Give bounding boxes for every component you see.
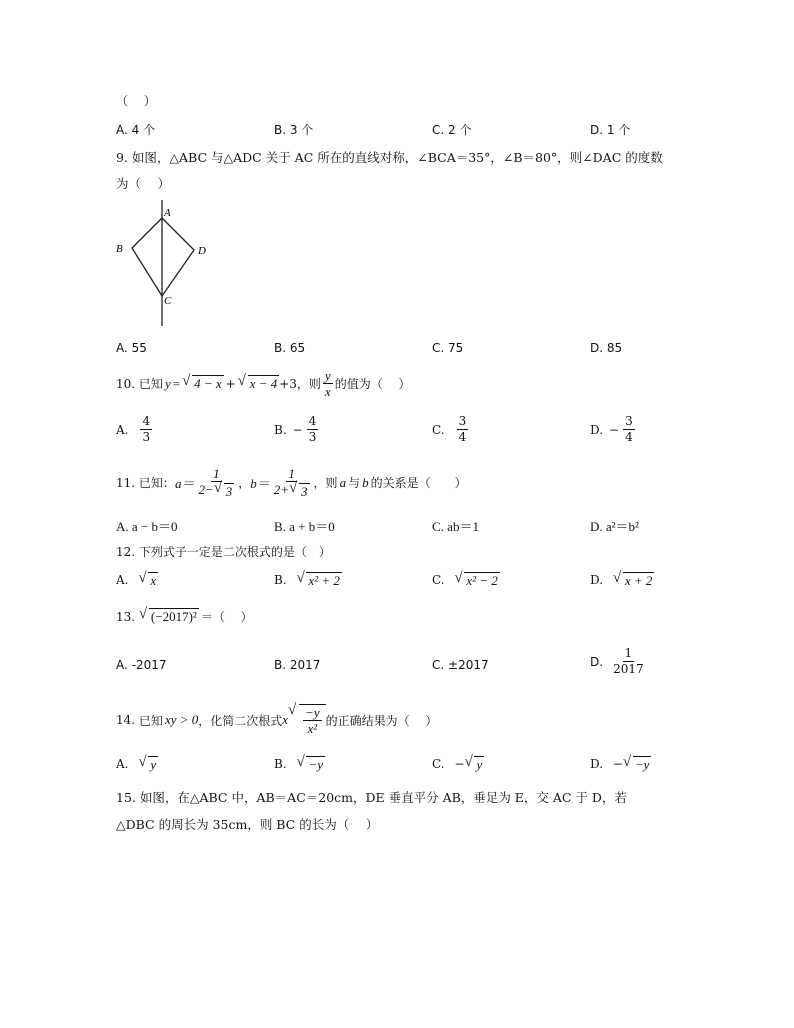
q12-option-d: D. √ x + 2 bbox=[590, 572, 654, 589]
label-b: B bbox=[116, 243, 123, 255]
q9-option-d: D. 85 bbox=[590, 341, 623, 355]
q9-stem-line2: 为（ ） bbox=[116, 176, 170, 191]
q9-figure bbox=[112, 196, 222, 330]
triangle-abc bbox=[132, 218, 162, 296]
q10-stem: 10. 已知 y = √ 4 − x + √ x − 4 +3，则 $\frac{y}{x}$ 的值为（ ） bbox=[116, 368, 411, 399]
q15-stem-line2: △DBC 的周长为 35cm，则 BC 的长为（ ） bbox=[116, 817, 379, 832]
label-c: C bbox=[164, 295, 172, 307]
q12-stem: 12. 下列式子一定是二次根式的是（ ） bbox=[116, 545, 331, 559]
q13-option-a: A. -2017 bbox=[116, 658, 167, 672]
q11-option-d: D. a²＝b² bbox=[590, 519, 639, 534]
q10-option-d: D. − $\frac{3}{4}$ bbox=[590, 414, 633, 444]
q13-stem: 13. √ (−2017)² ＝（ ） bbox=[116, 608, 253, 625]
q13-option-b: B. 2017 bbox=[274, 658, 321, 672]
q14-option-c: C. −√ y bbox=[432, 756, 484, 773]
q8-option-d: D. 1 个 bbox=[590, 123, 631, 137]
q9-stem-line1: 9. 如图，△ABC 与△ADC 关于 AC 所在的直线对称，∠BCA＝35°，∠B＝80°，则∠DAC 的度数 bbox=[116, 150, 663, 165]
q10-option-c: C. $\frac{3}{4}$ bbox=[432, 414, 467, 444]
q14-option-b: B. √ −y bbox=[274, 756, 325, 773]
q12-option-c: C. √ x² − 2 bbox=[432, 572, 500, 589]
q8-option-b: B. 3 个 bbox=[274, 123, 314, 137]
q15-stem-line1: 15. 如图，在△ABC 中，AB＝AC＝20cm，DE 垂直平分 AB，垂足为 E，交 AC 于 D，若 bbox=[116, 790, 627, 805]
q9-option-a: A. 55 bbox=[116, 341, 147, 355]
q11-option-a: A. a − b＝0 bbox=[116, 519, 178, 534]
q9-option-c: C. 75 bbox=[432, 341, 464, 355]
q13-option-c: C. ±2017 bbox=[432, 658, 489, 672]
q14-option-d: D. −√ −y bbox=[590, 756, 651, 773]
q8-paren: （ ） bbox=[116, 94, 156, 108]
q13-radical: √ (−2017)² bbox=[139, 608, 199, 625]
q10-fraction: $\frac{y}{x}$ bbox=[324, 368, 331, 399]
q10-radical-1: √ 4 − x bbox=[182, 375, 224, 392]
q9-option-b: B. 65 bbox=[274, 341, 306, 355]
q13-option-d: D. $\frac{1}{2017}$ bbox=[590, 646, 644, 676]
q11-fraction-b: $\frac{1}{2+√ 3}$ bbox=[272, 466, 312, 499]
q14-option-a: A. √ y bbox=[116, 756, 158, 773]
q11-option-b: B. a + b＝0 bbox=[274, 519, 335, 534]
q10-option-a: A. $\frac{4}{3}$ bbox=[116, 414, 151, 444]
triangle-adc bbox=[162, 218, 194, 296]
q8-option-c: C. 2 个 bbox=[432, 123, 472, 137]
q10-option-b: B. − $\frac{4}{3}$ bbox=[274, 414, 317, 444]
label-d: D bbox=[198, 245, 206, 257]
q14-radical: √ $\frac{-y}{\text{x²}}$ bbox=[288, 704, 326, 736]
label-a: A bbox=[164, 207, 171, 219]
q11-stem: 11. 已知： a＝ $\frac{1}{2-√ 3}$ ， b＝ $\frac{1}{2+√ 3}$ ，则 a 与 b 的关系是（ ） bbox=[116, 466, 467, 499]
q12-option-a: A. √ x bbox=[116, 572, 158, 589]
q14-stem: 14. 已知 xy > 0 ，化简二次根式 x √ $\frac{-y}{\text{x²}}$ 的正确结果为（ ） bbox=[116, 704, 437, 736]
q11-fraction-a: $\frac{1}{2-√ 3}$ bbox=[196, 466, 236, 499]
q12-option-b: B. √ x² + 2 bbox=[274, 572, 342, 589]
q8-option-a: A. 4 个 bbox=[116, 123, 156, 137]
q10-radical-2: √ x − 4 bbox=[238, 375, 280, 392]
q11-option-c: C. ab＝1 bbox=[432, 519, 479, 534]
